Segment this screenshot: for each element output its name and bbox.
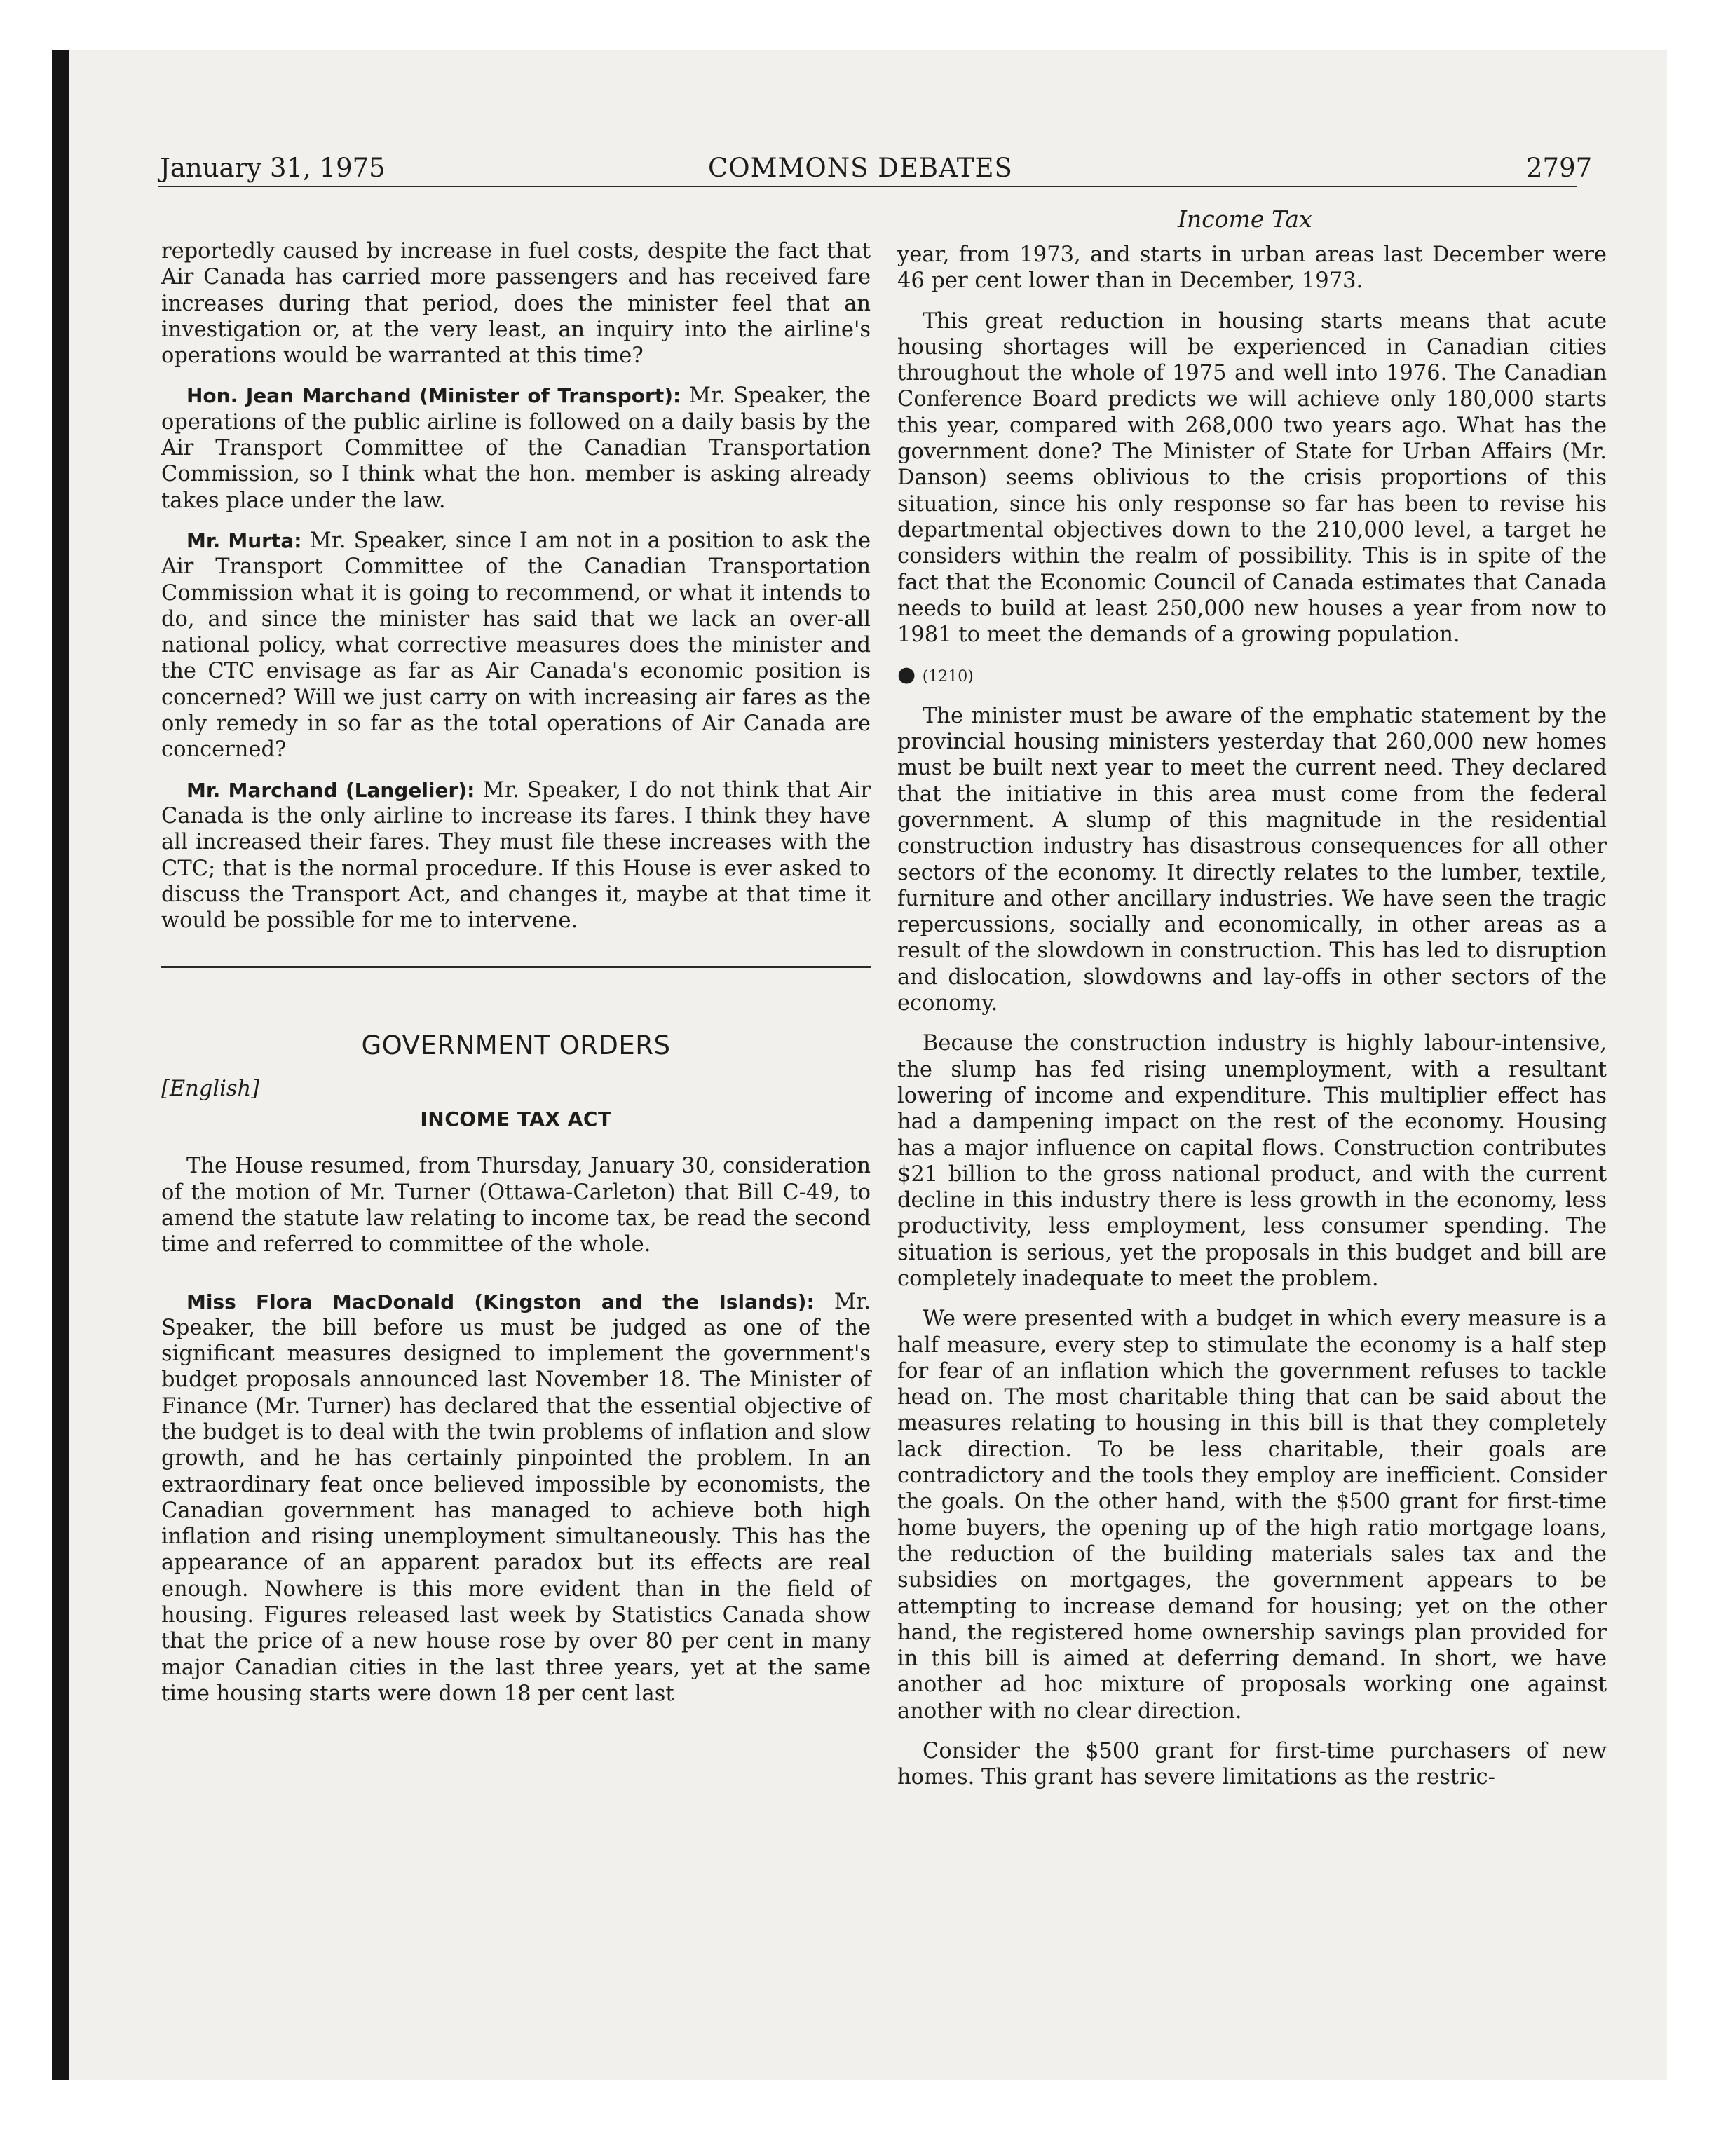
section-title: GOVERNMENT ORDERS bbox=[361, 1030, 671, 1061]
speech-text: Mr. Speaker, I do not think that Air Canada is the only airline to increase its fares. I think they have all increased their fares. They must file these increases with the CTC; that is the normal procedure. If this House is ever asked to discuss the Transport Act, and changes it, maybe at that time it would be possible for me to intervene. bbox=[161, 777, 871, 934]
paragraph: year, from 1973, and starts in urban areas last December were 46 per cent lower than in December, 1973. bbox=[897, 243, 1607, 294]
bullet-icon: ● bbox=[897, 662, 923, 688]
time-marker-text: (1210) bbox=[922, 668, 974, 686]
section-divider bbox=[161, 966, 871, 968]
header-date: January 31, 1975 bbox=[160, 153, 386, 183]
time-marker bbox=[897, 662, 1607, 690]
language-note: [English] bbox=[161, 1076, 260, 1101]
paragraph: Consider the $500 grant for first-time purchasers of new homes. This grant has severe limitations as the restric- bbox=[897, 1739, 1607, 1790]
speaker-name: Mr. Marchand (Langelier): bbox=[186, 778, 475, 802]
paragraph: The House resumed, from Thursday, January 30, consideration of the motion of Mr. Turner (Ottawa-Carleton) that Bill C-49, to amend the statute law relating to income tax, be read the second time and referred to committee of the whole. bbox=[161, 1154, 871, 1257]
left-column bbox=[161, 238, 871, 1721]
speaker-name: Mr. Murta: bbox=[186, 528, 302, 552]
speaker-name: Miss Flora MacDonald (Kingston and the Islands): bbox=[186, 1290, 815, 1314]
speaker-name: Hon. Jean Marchand (Minister of Transport): bbox=[186, 384, 681, 408]
paragraph: We were presented with a budget in which every measure is a half measure, every step to stimulate the economy is a half step for fear of an inflation which the government refuses to tackle head on. The most charitable thing that can be said about the measures relating to housing in this bill is that they completely lack direction. To be less charitable, their goals are contradictory and the tools they employ are inefficient. Consider the goals. On the other hand, with the $500 grant for first-time home buyers, the opening up of the high ratio mortgage loans, the reduction of the building materials sales tax and the subsidies on mortgages, the government appears to be attempting to increase demand for housing; yet on the other hand, the registered home ownership savings plan provided for in this bill is aimed at deferring demand. In short, we have another ad hoc mixture of proposals working one against another with no clear direction. bbox=[897, 1306, 1607, 1724]
paragraph bbox=[161, 777, 871, 934]
running-head: Income Tax bbox=[1178, 205, 1312, 233]
paragraph bbox=[161, 1289, 871, 1707]
speech-text: Mr. Speaker, since I am not in a position to ask the Air Transport Committee of the Canadian Transportation Commission what it is going to recommend, or what it intends to do, and since the minister has said that we lack an over-all national policy, what corrective measures does the minister and the CTC envisage as far as Air Canada's economic position is concerned? Will we just carry on with increasing air fares as the only remedy in so far as the total operations of Air Canada are concerned? bbox=[161, 528, 871, 763]
right-column bbox=[897, 242, 1607, 1805]
header-title: COMMONS DEBATES bbox=[708, 153, 1013, 183]
subsection-title: INCOME TAX ACT bbox=[420, 1107, 612, 1131]
binding-edge bbox=[52, 50, 69, 2080]
paragraph: reportedly caused by increase in fuel costs, despite the fact that Air Canada has carried more passengers and has received fare increases during that period, does the minister feel that an investigation or, at the very least, an inquiry into the airline's operations would be warranted at this time? bbox=[161, 239, 871, 369]
speech-text: Mr. Speaker, the operations of the public airline is followed on a daily basis by the Air Transport Committee of the Canadian Transportation Commission, so I think what the hon. member is asking already takes place under the law. bbox=[161, 383, 871, 513]
paragraph bbox=[161, 383, 871, 513]
paragraph: Because the construction industry is highly labour-intensive, the slump has fed rising unemployment, with a resultant lowering of income and expenditure. This multiplier effect has had a dampening impact on the rest of the economy. Housing has a major influence on capital flows. Construction contributes $21 billion to the gross national product, and with the current decline in this industry there is less growth in the economy, less productivity, less employment, less consumer spending. The situation is serious, yet the proposals in this budget and bill are completely inadequate to meet the problem. bbox=[897, 1031, 1607, 1291]
paragraph: The minister must be aware of the emphatic statement by the provincial housing ministers yesterday that 260,000 new homes must be built next year to meet the current need. They declared that the initiative in this area must come from the federal government. A slump of this magnitude in the residential construction industry has disastrous consequences for all other sectors of the economy. It directly relates to the lumber, textile, furniture and other ancillary industries. We have seen the tragic repercussions, socially and economically, in other areas as a result of the slowdown in construction. This has led to disruption and dislocation, slowdowns and lay-offs in other sectors of the economy. bbox=[897, 703, 1607, 1016]
speech-text: Mr. Speaker, the bill before us must be judged as one of the significant measures designed to implement the government's budget proposals announced last November 18. The Minister of Finance (Mr. Turner) has declared that the essential objective of the budget is to deal with the twin problems of inflation and slow growth, and he has certainly pinpointed the problem. In an extraordinary feat once believed impossible by economists, the Canadian government has managed to achieve both high inflation and rising unemployment simultaneously. This has the appearance of an apparent paradox but its effects are real enough. Nowhere is this more evident than in the field of housing. Figures released last week by Statistics Canada show that the price of a new house rose by over 80 per cent in many major Canadian cities in the last three years, yet at the same time housing starts were down 18 per cent last bbox=[161, 1289, 871, 1706]
paragraph bbox=[161, 528, 871, 763]
paragraph: This great reduction in housing starts means that acute housing shortages will be experienced in Canadian cities throughout the whole of 1975 and well into 1976. The Canadian Conference Board predicts we will achieve only 180,000 starts this year, compared with 268,000 two years ago. What has the government done? The Minister of State for Urban Affairs (Mr. Danson) seems oblivious to the crisis proportions of this situation, since his only response so far has been to revise his departmental objectives down to the 210,000 level, a target he considers within the realm of possibility. This is in spite of the fact that the Economic Council of Canada estimates that Canada needs to build at least 250,000 new houses a year from now to 1981 to meet the demands of a growing population. bbox=[897, 308, 1607, 648]
header-page-number: 2797 bbox=[1526, 153, 1593, 183]
header-rule bbox=[158, 186, 1577, 187]
